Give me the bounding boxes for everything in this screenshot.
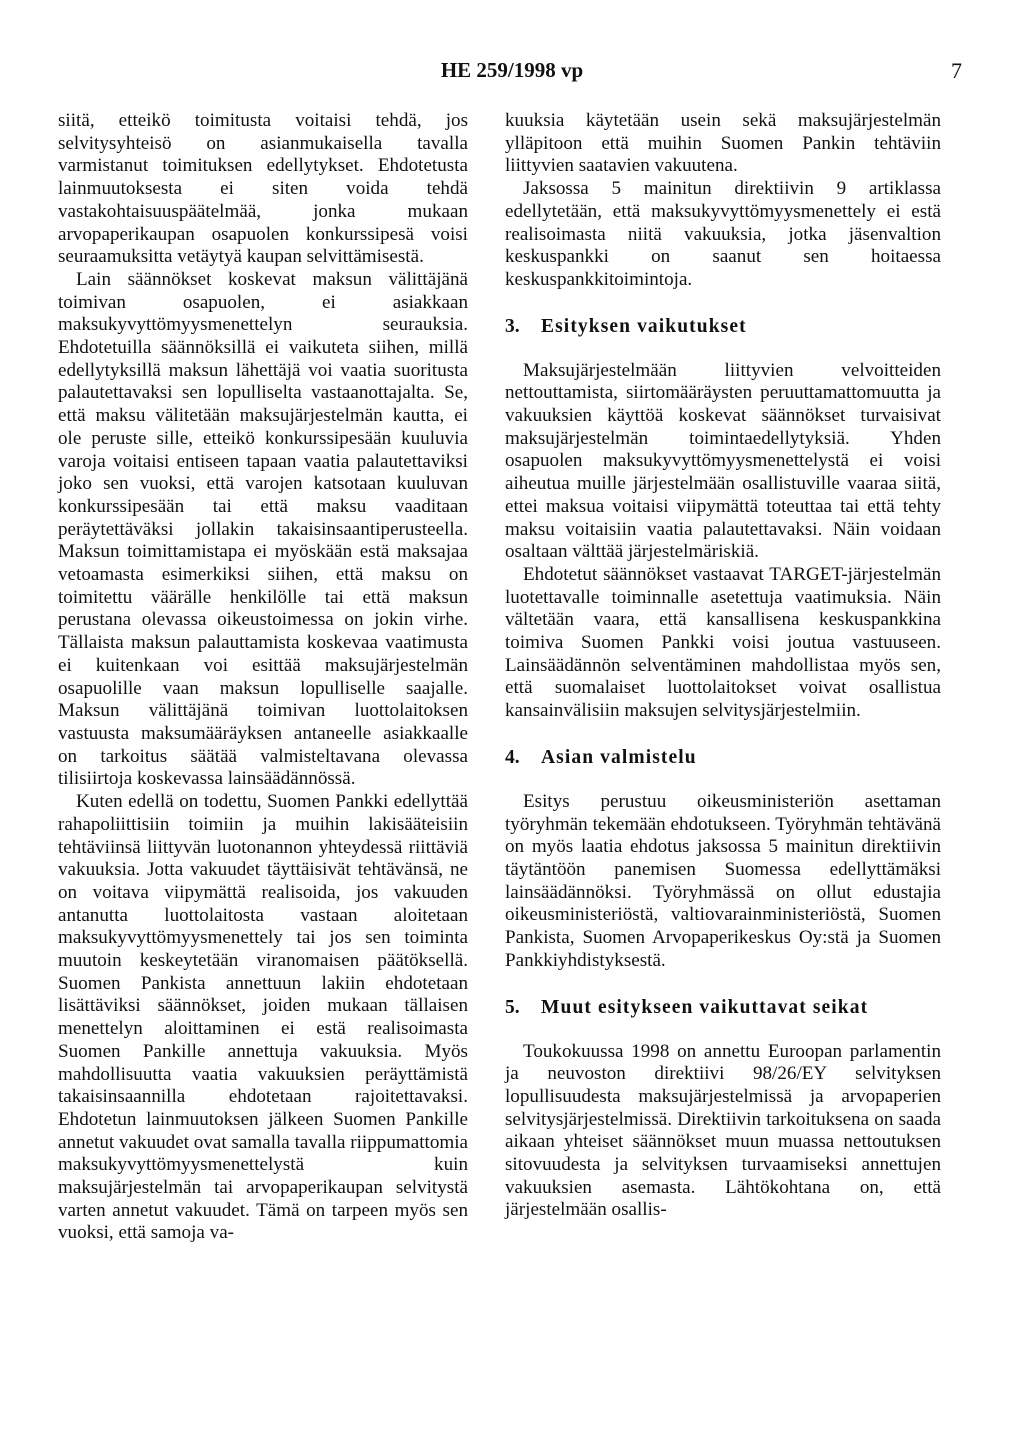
paragraph: Ehdotetut säännökset vastaavat TARGET-järjestelmän luotettavalle toiminnalle asetettuja vaatimuksia. Näin vältetään vaara, että kansallisena keskuspankkina toimiva Suomen Pankki voisi joutua vastuuseen. Lainsäädännön selventäminen mahdollistaa myös sen, että suomalaiset luottolaitokset voivat osallistua kansainvälisiin maksujen selvitysjärjestelmiin. [505, 563, 941, 722]
document-id: HE 259/1998 vp [440, 58, 584, 82]
paragraph: Esitys perustuu oikeusministeriön asettaman työryhmän tekemään ehdotukseen. Työryhmän tehtävänä on myös laatia ehdotus jaksossa 5 mainitun direktiivin täytäntöön panemisen Suomessa edellyttämäksi lainsäädännöksi. Työryhmässä on ollut edustajia oikeusministeriöstä, valtiovarainministeriöstä, Suomen Pankista, Suomen Arvopaperikeskus Oy:stä ja Suomen Pankkiyhdistyksestä. [505, 790, 941, 971]
section-heading-3 [505, 316, 941, 338]
page-number: 7 [951, 58, 962, 83]
section-heading-5 [505, 997, 941, 1019]
paragraph: Maksujärjestelmään liittyvien velvoitteiden nettouttamista, siirtomääräysten peruuttamattomuutta ja vakuuksien käyttöä koskevat säännökset turvaisivat maksujärjestelmän toimintaedellytyksiä. Yhden osapuolen maksukyvyttömyysmenettelystä ei voisi aiheutua muille järjestelmään osallistuville vaaraa siitä, ettei maksua voitaisi viipymättä toteuttaa tai että tehty maksu voitaisiin vaatia palautettavaksi. Näin voidaan osaltaan välttää järjestelmäriskiä. [505, 359, 941, 563]
section-number: 4. [505, 746, 520, 768]
section-title: Esityksen vaikutukset [541, 315, 747, 337]
right-column [505, 110, 941, 1222]
section-number: 3. [505, 315, 520, 337]
left-column [58, 110, 468, 1245]
paragraph: kuuksia käytetään usein sekä maksujärjestelmän ylläpitoon että muihin Suomen Pankin tehtäviin liittyvien saatavien vakuutena. [505, 110, 941, 177]
section-heading-4 [505, 747, 941, 769]
paragraph: Kuten edellä on todettu, Suomen Pankki edellyttää rahapoliittisiin toimiin ja muihin lakisääteisiin tehtäviinsä liittyvän luotonannon yhteydessä riittäviä vakuuksia. Jotta vakuudet täyttäisivät tehtävänsä, ne on voitava viipymättä realisoida, jos vakuuden antanutta luottolaitosta vastaan aloitetaan maksukyvyttömyysmenettely tai jos sen toiminta muutoin keskeytetään viranomaisen päätöksellä. Suomen Pankista annettuun lakiin ehdotetaan lisättäviksi säännökset, joiden mukaan tällaisen menettelyn aloittaminen ei estä realisoimasta Suomen Pankille annettuja vakuuksia. Myös mahdollisuutta vaatia vakuuksien peräyttämistä takaisinsaannilla ehdotetaan rajoitettavaksi. Ehdotetun lainmuutoksen jälkeen Suomen Pankille annetut vakuudet ovat samalla tavalla riippumattomia maksukyvyttömyysmenettelystä kuin maksujärjestelmän tai arvopaperikaupan selvitystä varten annetut vakuudet. Tämä on tarpeen myös sen vuoksi, että samoja va- [58, 791, 468, 1244]
section-title: Muut esitykseen vaikuttavat seikat [541, 996, 869, 1018]
section-number: 5. [505, 996, 520, 1018]
paragraph: Jaksossa 5 mainitun direktiivin 9 artiklassa edellytetään, että maksukyvyttömyysmenettely ei estä realisoimasta niitä vakuuksia, jotka jäsenvaltion keskuspankki on saanut sen hoitaessa keskuspankkitoimintoja. [505, 178, 941, 290]
paragraph: siitä, etteikö toimitusta voitaisi tehdä, jos selvitysyhteisö on asianmukaisella tavalla varmistanut toimituksen edellytykset. Ehdotetusta lainmuutoksesta ei siten voida tehdä vastakohtaisuuspäätelmää, jonka mukaan arvopaperikaupan osapuolen konkurssipesä voisi seuraamuksitta vetäytyä kaupan selvittämisestä. [58, 110, 468, 268]
section-title: Asian valmistelu [541, 746, 697, 768]
paragraph: Lain säännökset koskevat maksun välittäjänä toimivan osapuolen, ei asiakkaan maksukyvyttömyysmenettelyn seurauksia. Ehdotetuilla säännöksillä ei vaikuteta siihen, millä edellytyksillä maksun lähettäjä voi vaatia suoritusta palautettavaksi sen lopulliselta vastaanottajalta. Se, että maksu välitetään maksujärjestelmän kautta, ei ole peruste sille, etteikö konkurssipesään kuuluvia varoja voitaisi entiseen tapaan vaatia palautettaviksi joko sen vuoksi, että varojen katsotaan kuuluvan konkurssipesään tai että maksu vaaditaan peräytettäväksi jollakin takaisinsaantiperusteella. Maksun toimittamistapa ei myöskään estä maksajaa vetoamasta esimerkiksi siihen, että maksu on toimitettu väärälle henkilölle tai että maksun perustana olevassa oikeustoimessa on jokin virhe. Tällaista maksun palauttamista koskevaa vaatimusta ei kuitenkaan voi esittää maksujärjestelmän osapuolille vaan maksun lopulliselle saajalle. Maksun välittäjänä toimivan luottolaitoksen vastuusta maksumääräyksen antaneelle asiakkaalle on tarkoitus säätää valmisteltavana olevassa tilisiirtoja koskevassa lainsäädännössä. [58, 268, 468, 790]
page-header [0, 58, 1024, 94]
paragraph: Toukokuussa 1998 on annettu Euroopan parlamentin ja neuvoston direktiivi 98/26/EY selvityksen lopullisuudesta maksujärjestelmissä ja arvopaperien selvitysjärjestelmissä. Direktiivin tarkoituksena on saada aikaan yhteiset säännökset muun muassa nettoutuksen sitovuudesta ja selvityksen turvaamiseksi annettujen vakuuksien asemasta. Lähtökohtana on, että järjestelmään osallis- [505, 1040, 941, 1221]
